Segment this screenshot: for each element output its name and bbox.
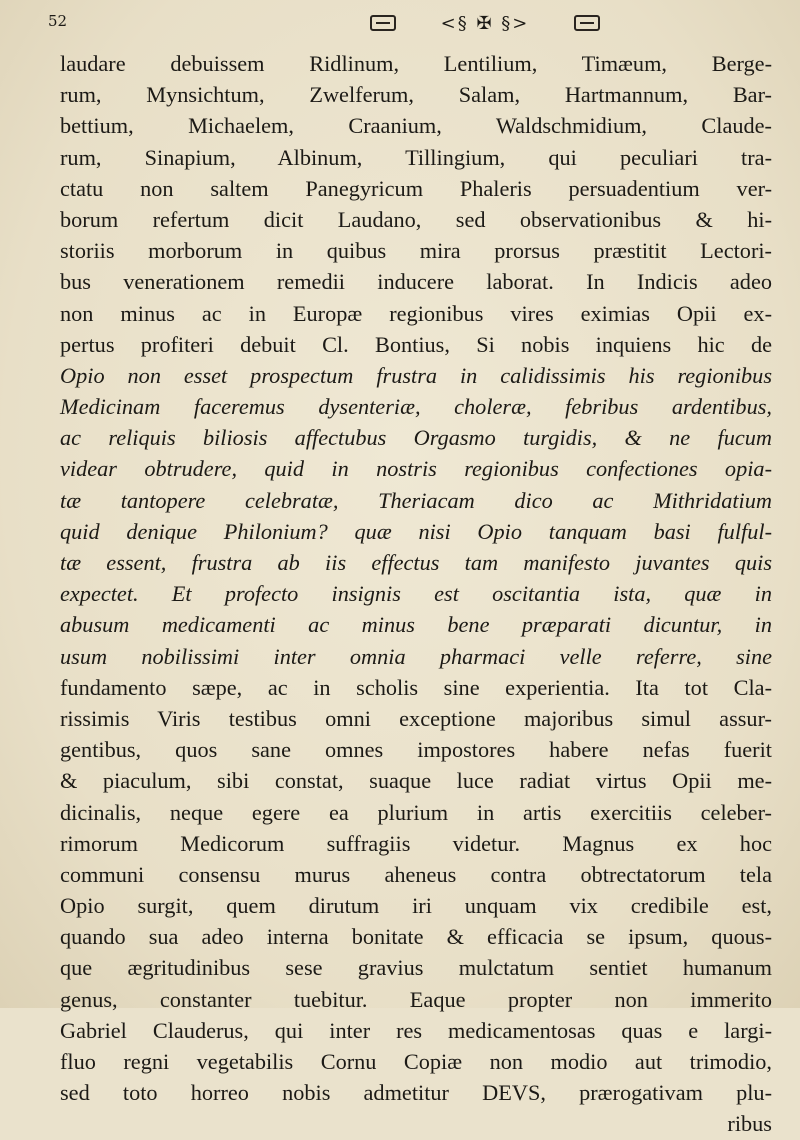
text-line: rum, Mynsichtum, Zwelferum, Salam, Hartmannum, Bar-: [60, 82, 772, 108]
running-header: [48, 8, 760, 42]
text-line: videar obtrudere, quid in nostris regionibus confectiones opia-: [60, 456, 772, 482]
text-line: expectet. Et profecto insignis est oscitantia ista, quæ in: [60, 581, 772, 607]
text-line: rissimis Viris testibus omni exceptione majoribus simul assur-: [60, 705, 772, 731]
page-number: 52: [48, 12, 68, 30]
text-line: laudare debuissem Ridlinum, Lentilium, Timæum, Berge-: [60, 51, 772, 76]
text-line: Medicinam faceremus dysenteriæ, choleræ, febribus ardentibus,: [60, 394, 772, 420]
text-line: abusum medicamenti ac minus bene præparati dicuntur, in: [60, 612, 772, 638]
text-line: gentibus, quos sane omnes impostores habere nefas fuerit: [60, 737, 772, 763]
text-line: bus venerationem remedii inducere laborat. In Indicis adeo: [60, 269, 772, 295]
text-line: communi consensu murus aheneus contra obtrectatorum tela: [60, 861, 772, 887]
text-line: usum nobilissimi inter omnia pharmaci velle referre, sine: [60, 643, 772, 669]
text-line: tæ tantopere celebratæ, Theriacam dico ac Mithridatium: [60, 487, 772, 513]
ornament-right-icon: [574, 15, 600, 31]
text-line: quando sua adeo interna bonitate & efficacia se ipsum, quous-: [60, 924, 772, 950]
text-line: genus, constanter tuebitur. Eaque propter non immerito: [60, 986, 772, 1012]
text-line: sed toto horreo nobis admetitur DEVS, prærogativam plu-: [60, 1080, 772, 1106]
text-line: Opio non esset prospectum frustra in calidissimis his regionibus: [60, 362, 772, 388]
text-line: bettium, Michaelem, Craanium, Waldschmidium, Claude-: [60, 113, 772, 139]
catchword: ribus: [727, 1111, 772, 1137]
text-line: & piaculum, sibi constat, suaque luce radiat virtus Opii me-: [60, 768, 772, 794]
header-ornament: [370, 8, 600, 38]
text-line: non minus ac in Europæ regionibus vires eximias Opii ex-: [60, 300, 772, 326]
text-line: Gabriel Clauderus, qui inter res medicamentosas quas e largi-: [60, 1017, 772, 1043]
ornament-left-icon: [370, 15, 396, 31]
text-line: Opio surgit, quem dirutum iri unquam vix credibile est,: [60, 893, 772, 919]
text-line: que ægritudinibus sese gravius mulctatum sentiet humanum: [60, 955, 772, 981]
text-line: quid denique Philonium? quæ nisi Opio tanquam basi fulful-: [60, 518, 772, 544]
text-line: dicinalis, neque egere ea plurium in artis exercitiis celeber-: [60, 799, 772, 825]
text-line: storiis morborum in quibus mira prorsus præstitit Lectori-: [60, 238, 772, 264]
text-line: ctatu non saltem Panegyricum Phaleris persuadentium ver-: [60, 175, 772, 201]
text-line: fluo regni vegetabilis Cornu Copiæ non modio aut trimodio,: [60, 1049, 772, 1074]
text-line: rimorum Medicorum suffragiis videtur. Magnus ex hoc: [60, 830, 772, 856]
text-line: ac reliquis biliosis affectubus Orgasmo turgidis, & ne fucum: [60, 425, 772, 451]
text-line: pertus profiteri debuit Cl. Bontius, Si nobis inquiens hic de: [60, 331, 772, 357]
text-line: fundamento sæpe, ac in scholis sine experientia. Ita tot Cla-: [60, 674, 772, 700]
text-line: tæ essent, frustra ab iis effectus tam manifesto juvantes quis: [60, 550, 772, 575]
ornament-center: <§ ✠ §>: [440, 12, 530, 34]
text-line: rum, Sinapium, Albinum, Tillingium, qui peculiari tra-: [60, 144, 772, 170]
body-text: [60, 48, 772, 1140]
text-line: borum refertum dicit Laudano, sed observationibus & hi-: [60, 206, 772, 232]
